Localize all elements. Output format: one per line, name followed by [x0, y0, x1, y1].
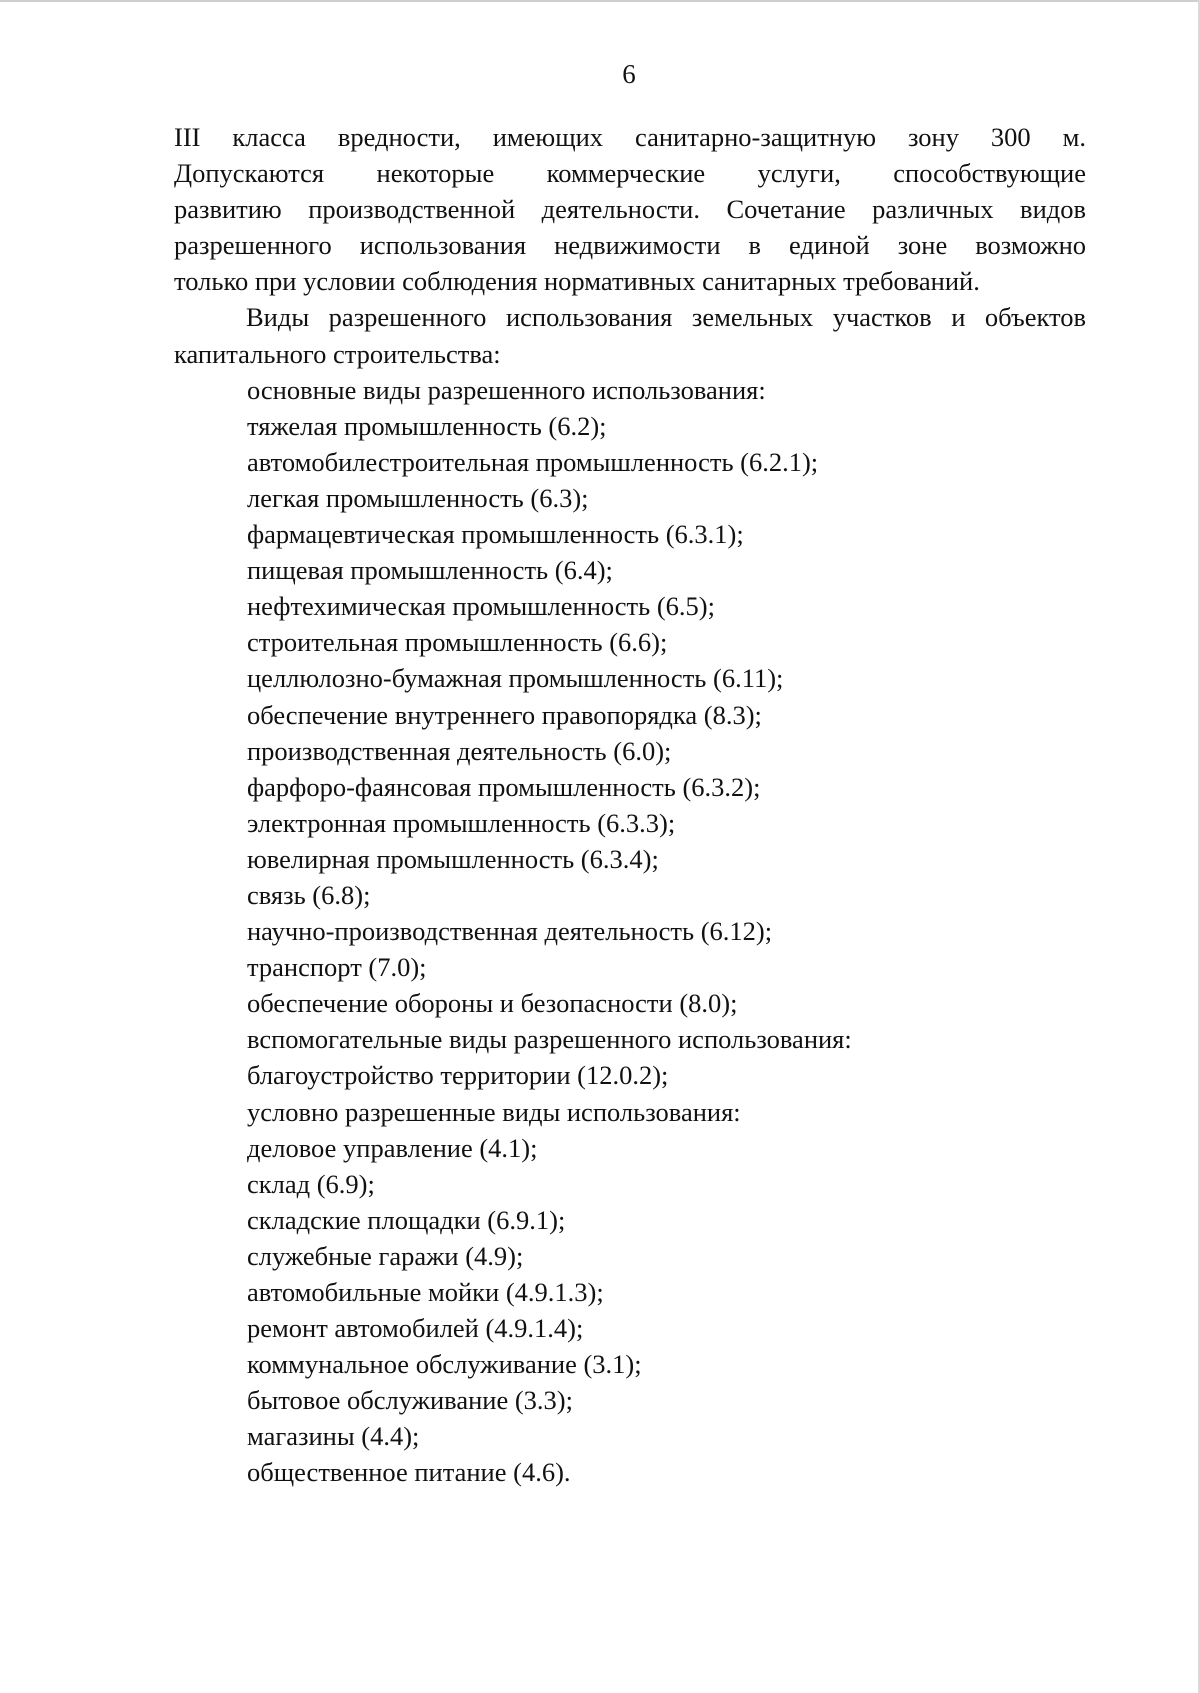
- list-item: деловое управление (4.1);: [247, 1132, 538, 1163]
- paragraph-permitted-uses: [174, 299, 1086, 371]
- permitted-uses-list: [174, 372, 1086, 1491]
- list-item: обеспечение внутреннего правопорядка (8.3);: [247, 699, 762, 730]
- paragraph-continuation: [174, 119, 1086, 299]
- list-item: условно разрешенные виды использования:: [247, 1096, 741, 1127]
- list-item: фарфоро-фаянсовая промышленность (6.3.2);: [247, 771, 761, 802]
- list-item: служебные гаражи (4.9);: [247, 1240, 524, 1271]
- list-item: коммунальное обслуживание (3.1);: [247, 1349, 642, 1380]
- list-item: обеспечение обороны и безопасности (8.0);: [247, 988, 738, 1019]
- list-item: целлюлозно-бумажная промышленность (6.11);: [247, 663, 784, 694]
- list-item: вспомогательные виды разрешенного использования:: [247, 1024, 852, 1055]
- list-item: бытовое обслуживание (3.3);: [247, 1385, 573, 1416]
- text-line: III класса вредности, имеющих санитарно-защитную зону 300 м.: [174, 122, 1086, 152]
- list-item: автомобилестроительная промышленность (6.2.1);: [247, 446, 819, 477]
- text-line: Допускаются некоторые коммерческие услуги, способствующие: [174, 158, 1086, 189]
- list-item: научно-производственная деятельность (6.12);: [247, 916, 773, 947]
- list-item: транспорт (7.0);: [247, 952, 427, 983]
- document-body: [174, 119, 1086, 1491]
- list-item: фармацевтическая промышленность (6.3.1);: [247, 519, 744, 550]
- list-item: складские площадки (6.9.1);: [247, 1204, 566, 1235]
- scan-edge-top: [0, 0, 1200, 2]
- list-item: нефтехимическая промышленность (6.5);: [247, 591, 715, 622]
- text-line: разрешенного использования недвижимости в единой зоне возможно: [174, 230, 1086, 261]
- list-item: легкая промышленность (6.3);: [247, 482, 589, 513]
- list-item: общественное питание (4.6).: [247, 1457, 571, 1488]
- text-line: развитию производственной деятельности. Сочетание различных видов: [174, 194, 1086, 225]
- text-line: только при условии соблюдения нормативных санитарных требований.: [174, 266, 980, 297]
- list-item: автомобильные мойки (4.9.1.3);: [247, 1277, 604, 1307]
- list-item: тяжелая промышленность (6.2);: [247, 410, 607, 441]
- list-item: пищевая промышленность (6.4);: [247, 555, 613, 586]
- list-item: склад (6.9);: [247, 1168, 375, 1199]
- page-number: 6: [622, 59, 636, 89]
- list-item: связь (6.8);: [247, 879, 371, 910]
- list-item: магазины (4.4);: [247, 1421, 420, 1452]
- list-item: электронная промышленность (6.3.3);: [247, 807, 676, 838]
- list-item: производственная деятельность (6.0);: [247, 735, 672, 766]
- text-line: Виды разрешенного использования земельных участков и объектов: [246, 302, 1086, 333]
- list-item: ювелирная промышленность (6.3.4);: [247, 843, 659, 874]
- list-item: основные виды разрешенного использования:: [247, 374, 766, 405]
- text-line: капитального строительства:: [174, 338, 501, 369]
- list-item: строительная промышленность (6.6);: [247, 627, 668, 658]
- list-item: благоустройство территории (12.0.2);: [247, 1060, 669, 1091]
- list-item: ремонт автомобилей (4.9.1.4);: [247, 1313, 584, 1344]
